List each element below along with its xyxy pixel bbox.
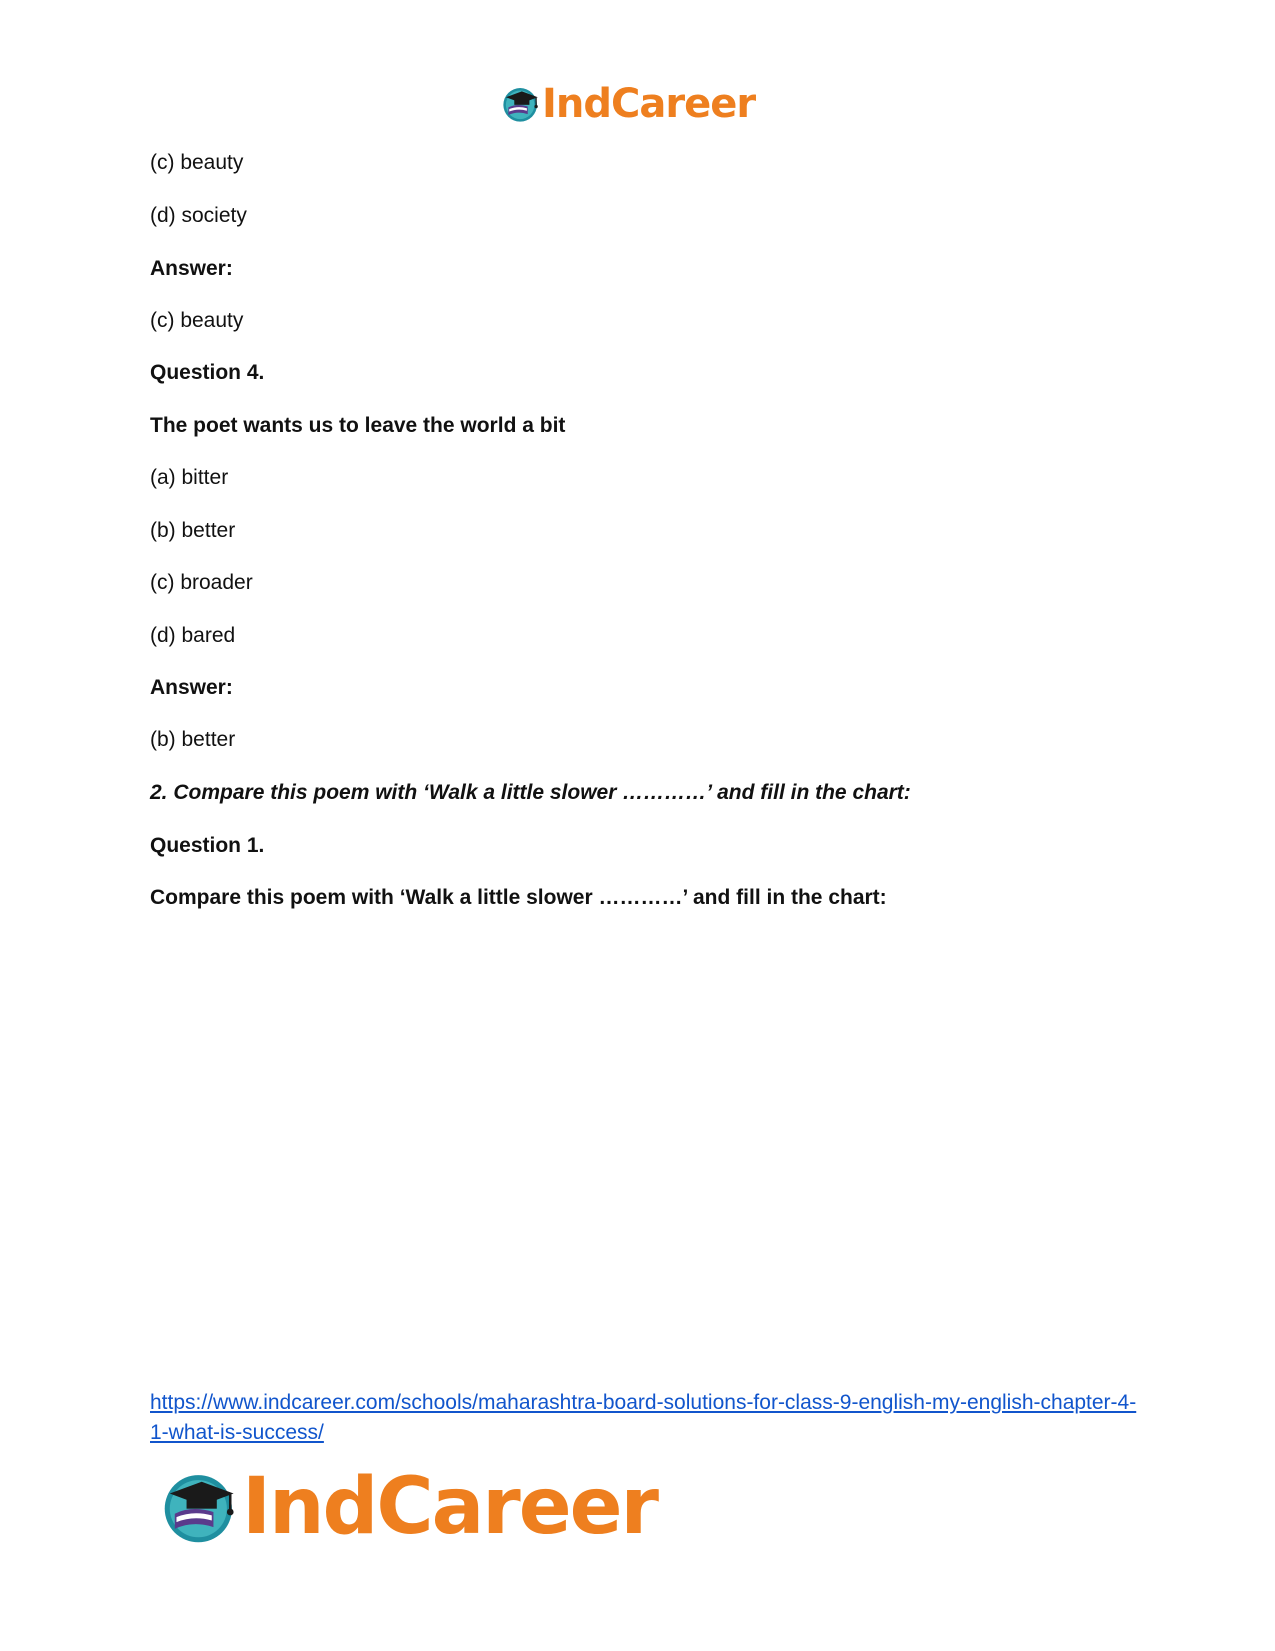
question-4-text: The poet wants us to leave the world a bit — [150, 414, 566, 437]
option-a-bitter: (a) bitter — [150, 466, 229, 489]
option-c-beauty: (c) beauty — [150, 151, 244, 174]
answer-text: (c) beauty — [150, 309, 244, 332]
option-b-better: (b) better — [150, 519, 236, 542]
question-1-text: Compare this poem with ‘Walk a little slower …………’ and fill in the chart: — [150, 886, 887, 909]
option-d-society: (d) society — [150, 204, 247, 227]
question-1-heading: Question 1. — [150, 834, 265, 857]
option-d-bared: (d) bared — [150, 624, 236, 647]
answer-heading: Answer: — [150, 676, 233, 699]
logo-wordmark: IndCareer — [542, 81, 756, 127]
question-4-heading: Question 4. — [150, 361, 265, 384]
answer-text: (b) better — [150, 728, 236, 751]
graduation-globe-icon — [500, 83, 542, 125]
footer-logo — [158, 1462, 657, 1552]
section-2-heading: 2. Compare this poem with ‘Walk a little slower …………’ and fill in the chart: — [150, 781, 911, 804]
answer-heading: Answer: — [150, 257, 233, 280]
header-logo — [500, 80, 755, 128]
option-c-broader: (c) broader — [150, 571, 253, 594]
graduation-globe-icon — [158, 1465, 242, 1549]
logo-wordmark: IndCareer — [242, 1462, 657, 1552]
source-url-link[interactable]: https://www.indcareer.com/schools/maharashtra-board-solutions-for-class-9-english-my-english-chapter-4-1-what-is-success/ — [150, 1391, 1137, 1444]
